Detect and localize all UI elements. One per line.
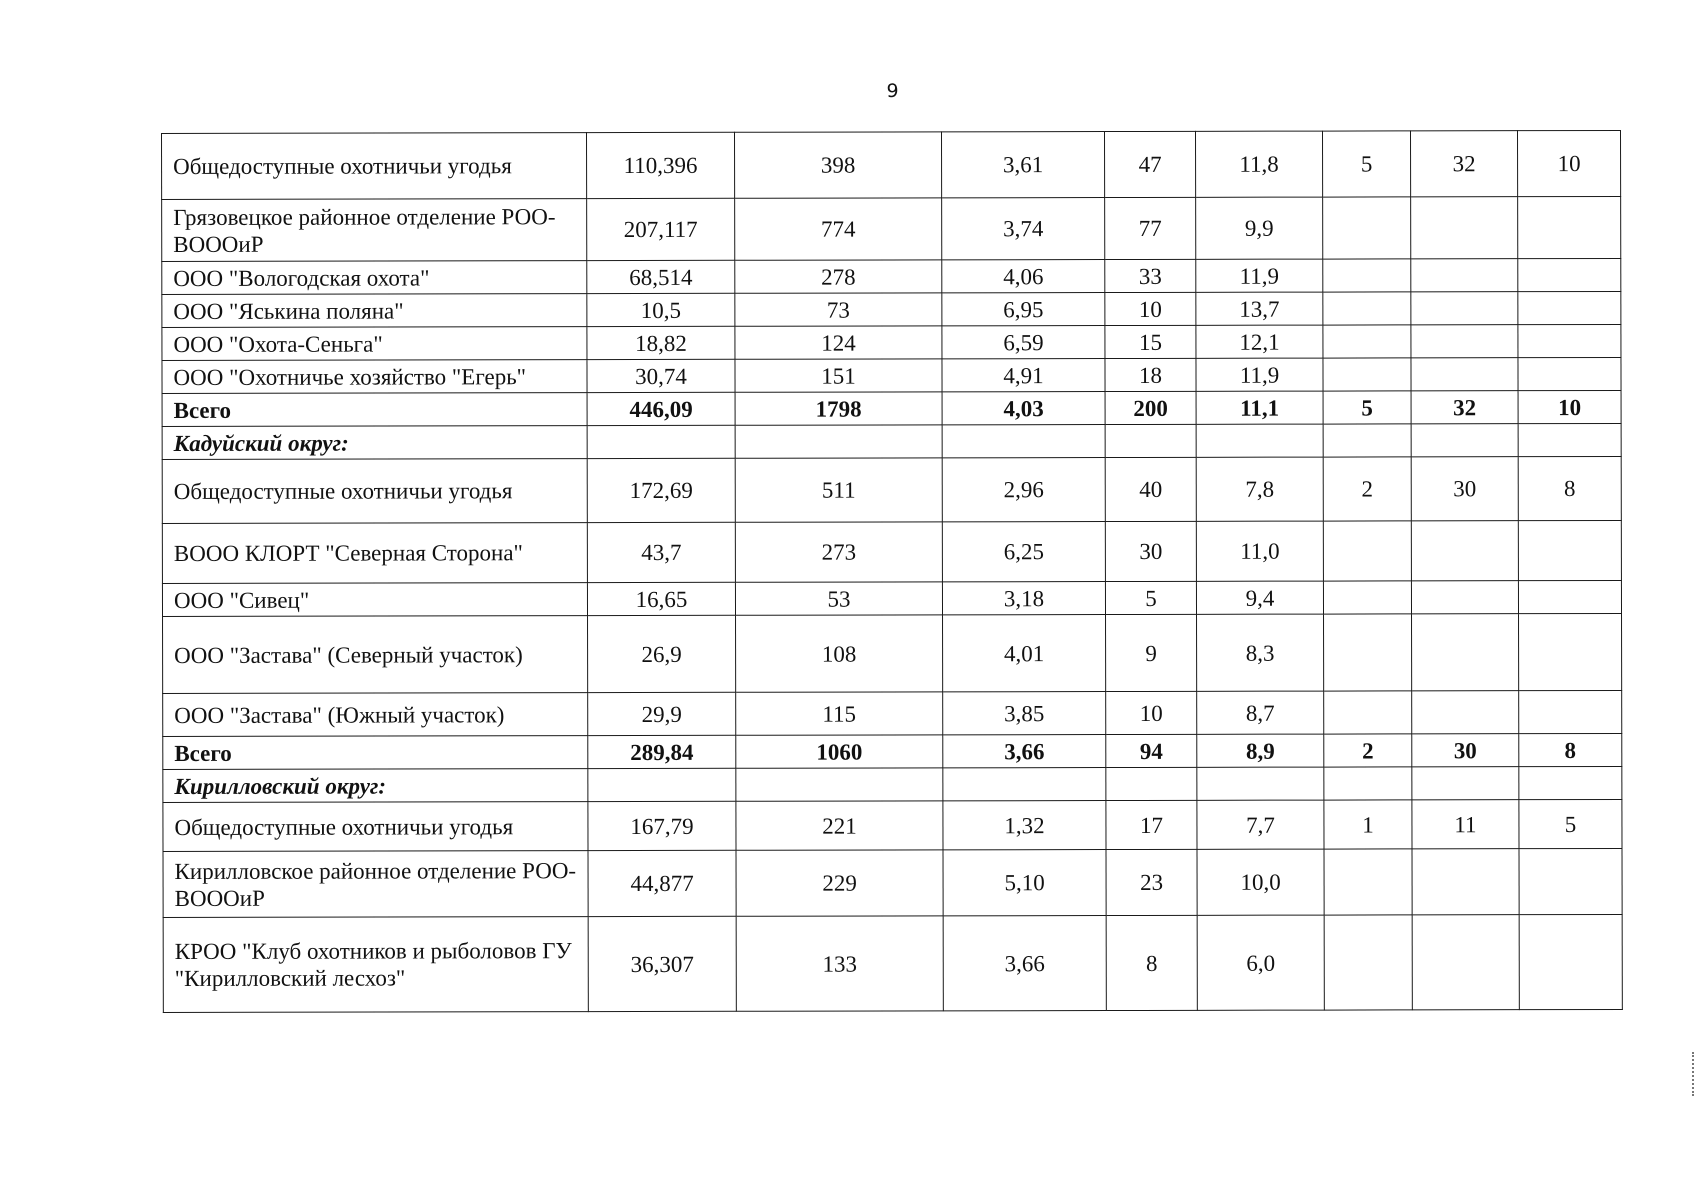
value-cell-3: 3,66: [943, 735, 1106, 768]
row-label: Грязовецкое районное отделение РОО-ВОООиР: [162, 199, 587, 262]
value-cell-3: 6,95: [942, 293, 1105, 326]
value-cell-5: 13,7: [1196, 292, 1323, 325]
value-cell-3: 2,96: [942, 458, 1105, 522]
table-row: [163, 799, 1622, 851]
row-label: Всего: [163, 736, 588, 770]
value-cell-6: [1324, 767, 1412, 800]
value-cell-5: 8,7: [1197, 691, 1324, 734]
value-cell-5: [1196, 424, 1323, 457]
value-cell-2: 124: [735, 326, 942, 359]
value-cell-2: 229: [736, 850, 943, 916]
value-cell-1: 289,84: [588, 735, 736, 768]
table-row: [163, 613, 1622, 693]
value-cell-3: 1,32: [943, 801, 1106, 850]
row-label: Кирилловское районное отделение РОО-ВОООиР: [163, 851, 588, 918]
hunting-grounds-table: [161, 130, 1623, 1013]
value-cell-7: 30: [1412, 734, 1519, 767]
value-cell-7: [1411, 325, 1518, 358]
value-cell-5: 12,1: [1196, 325, 1323, 358]
row-label: Кадуйский округ:: [162, 426, 587, 460]
table-body: [162, 130, 1623, 1012]
value-cell-5: 9,4: [1196, 581, 1323, 614]
value-cell-8: [1519, 690, 1622, 733]
value-cell-8: [1519, 848, 1622, 914]
value-cell-1: 172,69: [587, 458, 735, 522]
value-cell-6: [1323, 292, 1411, 325]
value-cell-1: 18,82: [587, 326, 735, 359]
value-cell-3: 5,10: [943, 850, 1106, 916]
value-cell-7: [1411, 197, 1518, 259]
value-cell-4: 15: [1105, 325, 1196, 358]
value-cell-7: [1411, 292, 1518, 325]
total-row: [163, 733, 1622, 769]
value-cell-3: 3,66: [943, 916, 1106, 1011]
value-cell-6: 2: [1323, 457, 1411, 521]
value-cell-3: 3,85: [943, 692, 1106, 735]
value-cell-2: 278: [735, 260, 942, 293]
value-cell-1: 16,65: [587, 582, 735, 615]
value-cell-4: 18: [1105, 358, 1196, 391]
table-row: [162, 357, 1621, 393]
value-cell-7: [1412, 767, 1519, 800]
value-cell-4: 200: [1105, 391, 1196, 424]
value-cell-3: 4,91: [942, 359, 1105, 392]
table-row: [162, 196, 1621, 261]
value-cell-1: 43,7: [587, 522, 735, 582]
value-cell-1: 36,307: [588, 916, 736, 1011]
value-cell-8: [1519, 766, 1622, 799]
value-cell-4: 47: [1104, 131, 1195, 197]
value-cell-6: [1324, 691, 1412, 734]
table-row: [162, 324, 1621, 360]
value-cell-8: [1518, 291, 1621, 324]
value-cell-7: 32: [1411, 391, 1518, 424]
value-cell-8: [1518, 357, 1621, 390]
value-cell-7: [1411, 521, 1518, 581]
value-cell-7: [1411, 358, 1518, 391]
row-label: Общедоступные охотничьи угодья: [162, 459, 587, 524]
value-cell-7: [1412, 849, 1519, 915]
value-cell-1: 207,117: [587, 198, 735, 260]
table-row: [162, 520, 1621, 583]
value-cell-4: 94: [1106, 734, 1197, 767]
table-row: [162, 130, 1621, 199]
value-cell-1: 29,9: [588, 692, 736, 735]
value-cell-8: 8: [1519, 733, 1622, 766]
value-cell-3: 6,25: [942, 522, 1105, 582]
value-cell-5: 8,9: [1197, 734, 1324, 767]
row-label: Всего: [162, 393, 587, 427]
value-cell-4: 8: [1106, 915, 1197, 1010]
value-cell-8: [1518, 324, 1621, 357]
value-cell-3: 3,74: [942, 198, 1105, 260]
value-cell-6: [1324, 849, 1412, 915]
value-cell-4: 77: [1105, 197, 1196, 259]
value-cell-4: 10: [1105, 292, 1196, 325]
value-cell-2: 133: [736, 916, 943, 1011]
value-cell-1: 167,79: [588, 801, 736, 850]
value-cell-6: [1324, 614, 1412, 691]
value-cell-1: 68,514: [587, 260, 735, 293]
value-cell-6: 1: [1324, 800, 1412, 849]
value-cell-5: 7,7: [1197, 800, 1324, 849]
value-cell-7: 32: [1410, 131, 1517, 197]
row-label: Кирилловский округ:: [163, 769, 588, 803]
table-row: [162, 258, 1621, 294]
value-cell-5: 11,9: [1196, 358, 1323, 391]
value-cell-1: 26,9: [588, 615, 736, 692]
value-cell-2: 115: [736, 692, 943, 735]
value-cell-6: [1323, 259, 1411, 292]
value-cell-7: 11: [1412, 800, 1519, 849]
value-cell-8: [1519, 613, 1622, 690]
value-cell-1: 446,09: [587, 392, 735, 425]
value-cell-7: [1412, 614, 1519, 691]
value-cell-2: 53: [735, 582, 942, 615]
value-cell-1: 10,5: [587, 293, 735, 326]
value-cell-8: 10: [1518, 390, 1621, 423]
value-cell-1: [588, 768, 736, 801]
value-cell-4: [1106, 767, 1197, 800]
value-cell-4: 10: [1106, 691, 1197, 734]
value-cell-5: [1197, 767, 1324, 800]
value-cell-3: [943, 768, 1106, 801]
table-row: [163, 690, 1622, 736]
value-cell-6: [1323, 325, 1411, 358]
value-cell-3: [942, 425, 1105, 458]
row-label: ООО "Охота-Сеньга": [162, 327, 587, 361]
value-cell-6: [1323, 581, 1411, 614]
value-cell-6: [1324, 915, 1412, 1010]
value-cell-6: [1323, 424, 1411, 457]
value-cell-8: [1518, 196, 1621, 258]
row-label: КРОО "Клуб охотников и рыболовов ГУ "Кирилловский лесхоз": [163, 917, 588, 1013]
value-cell-8: 5: [1519, 799, 1622, 848]
value-cell-5: 8,3: [1197, 614, 1324, 691]
value-cell-2: 1060: [736, 735, 943, 768]
value-cell-1: 30,74: [587, 359, 735, 392]
table-row: [162, 580, 1621, 616]
value-cell-7: 30: [1411, 457, 1518, 521]
row-label: ООО "Вологодская охота": [162, 261, 587, 295]
scan-edge-marks: [1692, 1052, 1696, 1096]
value-cell-6: [1323, 521, 1411, 581]
section-header-row: [163, 766, 1622, 802]
value-cell-6: 2: [1324, 734, 1412, 767]
value-cell-8: [1519, 914, 1622, 1009]
table-row: [162, 291, 1621, 327]
value-cell-3: 6,59: [942, 326, 1105, 359]
value-cell-8: [1518, 423, 1621, 456]
section-header-row: [162, 423, 1621, 459]
value-cell-4: 9: [1106, 614, 1197, 691]
value-cell-8: 8: [1518, 456, 1621, 520]
row-label: Общедоступные охотничьи угодья: [162, 133, 587, 200]
value-cell-3: 4,06: [942, 260, 1105, 293]
value-cell-4: [1105, 424, 1196, 457]
value-cell-5: 11,0: [1196, 521, 1323, 581]
value-cell-2: 398: [734, 132, 941, 198]
value-cell-3: 3,61: [941, 132, 1104, 198]
table-row: [163, 914, 1622, 1012]
value-cell-7: [1411, 259, 1518, 292]
value-cell-5: 6,0: [1197, 915, 1324, 1010]
total-row: [162, 390, 1621, 426]
value-cell-7: [1411, 424, 1518, 457]
table-row: [162, 456, 1621, 523]
value-cell-4: 17: [1106, 800, 1197, 849]
value-cell-6: [1323, 197, 1411, 259]
value-cell-4: 33: [1105, 259, 1196, 292]
value-cell-8: 10: [1517, 130, 1620, 196]
row-label: ООО "Застава" (Северный участок): [163, 616, 588, 694]
row-label: ВООО КЛОРТ "Северная Сторона": [162, 523, 587, 584]
value-cell-8: [1518, 258, 1621, 291]
value-cell-2: 273: [735, 522, 942, 582]
value-cell-2: 511: [735, 458, 942, 522]
row-label: Общедоступные охотничьи угодья: [163, 802, 588, 852]
row-label: ООО "Застава" (Южный участок): [163, 693, 588, 737]
value-cell-7: [1412, 691, 1519, 734]
value-cell-5: 11,1: [1196, 391, 1323, 424]
value-cell-4: 40: [1105, 457, 1196, 521]
value-cell-2: [735, 425, 942, 458]
value-cell-2: 221: [736, 801, 943, 850]
value-cell-2: 1798: [735, 392, 942, 425]
value-cell-3: 4,03: [942, 392, 1105, 425]
value-cell-8: [1518, 520, 1621, 580]
value-cell-2: 151: [735, 359, 942, 392]
value-cell-7: [1411, 581, 1518, 614]
value-cell-6: [1323, 358, 1411, 391]
value-cell-7: [1412, 915, 1519, 1010]
value-cell-1: 44,877: [588, 850, 736, 916]
table-row: [163, 848, 1622, 917]
value-cell-6: 5: [1322, 131, 1410, 197]
value-cell-1: 110,396: [587, 132, 735, 198]
value-cell-3: 4,01: [943, 615, 1106, 692]
value-cell-5: 10,0: [1197, 849, 1324, 915]
value-cell-2: 774: [735, 198, 942, 260]
value-cell-2: 108: [736, 615, 943, 692]
value-cell-4: 30: [1105, 521, 1196, 581]
value-cell-5: 11,9: [1196, 259, 1323, 292]
value-cell-5: 7,8: [1196, 457, 1323, 521]
value-cell-3: 3,18: [942, 582, 1105, 615]
row-label: ООО "Охотничье хозяйство "Егерь": [162, 360, 587, 394]
value-cell-5: 9,9: [1196, 197, 1323, 259]
value-cell-2: [736, 768, 943, 801]
value-cell-4: 5: [1105, 581, 1196, 614]
page-number: 9: [886, 80, 899, 102]
row-label: ООО "Яськина поляна": [162, 294, 587, 328]
value-cell-4: 23: [1106, 849, 1197, 915]
value-cell-1: [587, 425, 735, 458]
value-cell-6: 5: [1323, 391, 1411, 424]
value-cell-5: 11,8: [1195, 131, 1322, 197]
value-cell-8: [1518, 580, 1621, 613]
row-label: ООО "Сивец": [162, 583, 587, 617]
value-cell-2: 73: [735, 293, 942, 326]
